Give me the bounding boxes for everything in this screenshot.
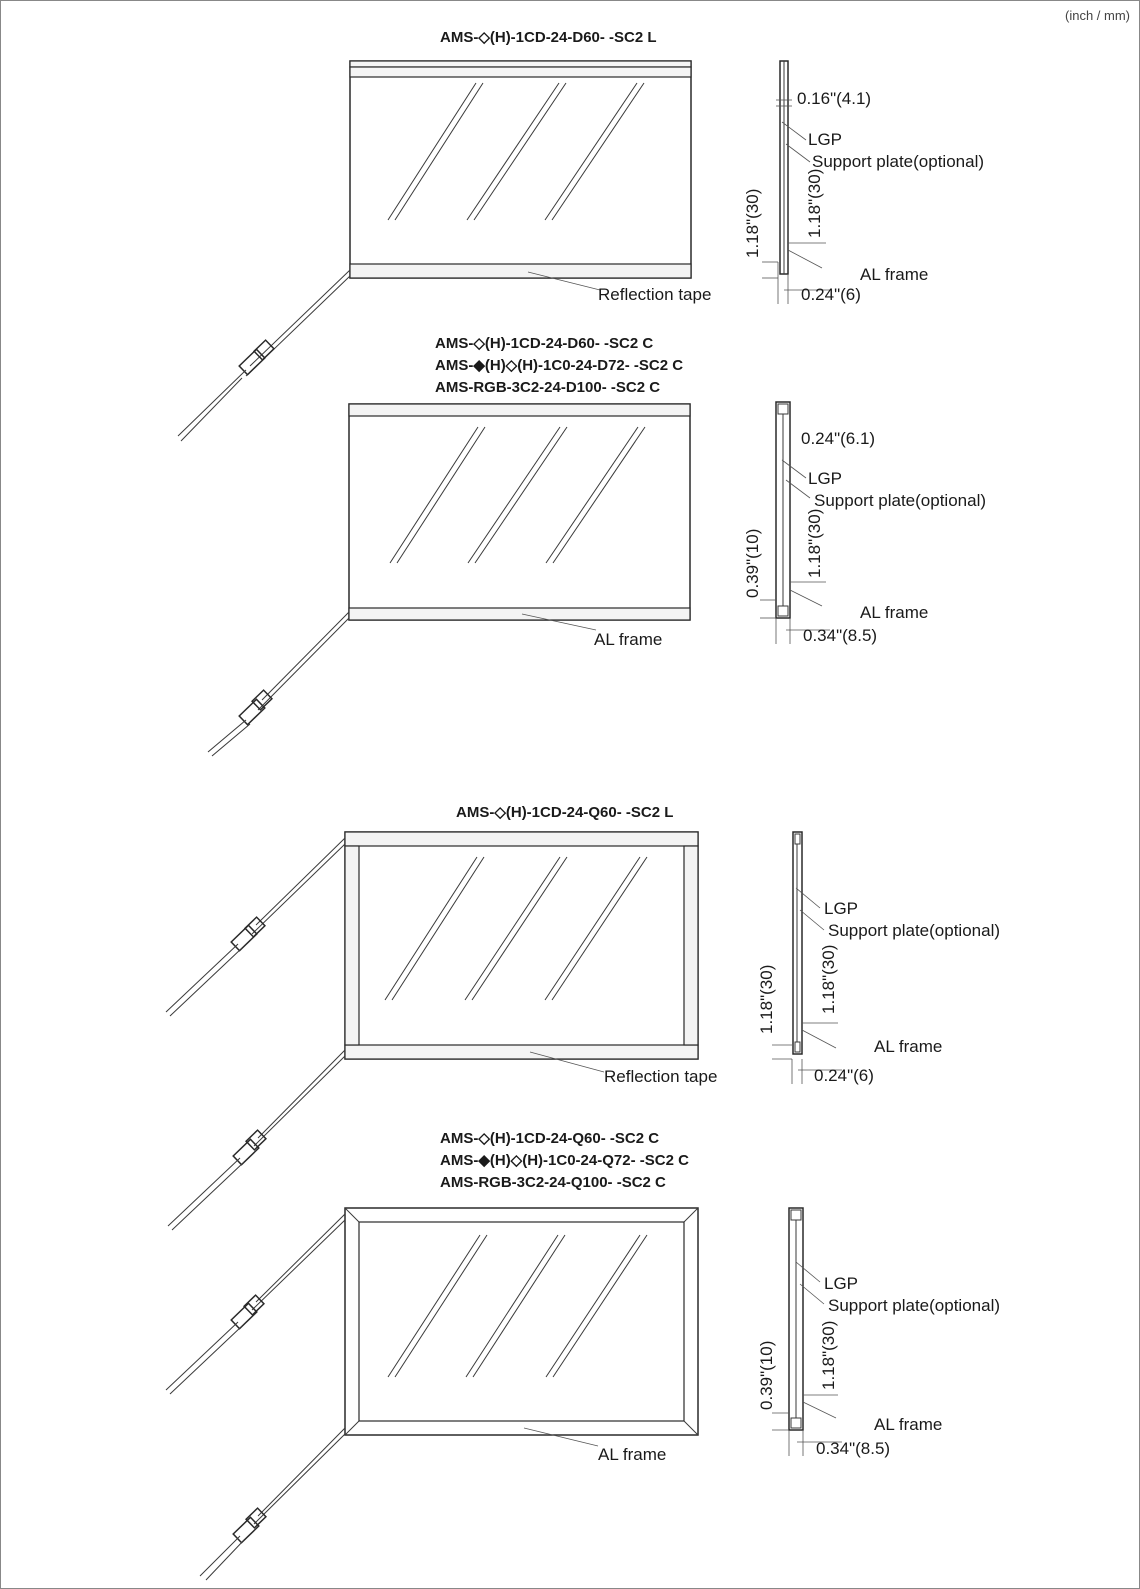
diagram-1-front-panel <box>350 61 691 278</box>
diagram-3-front-panel <box>345 832 698 1059</box>
diagram-2 <box>208 335 986 756</box>
diagram-2-cable <box>208 612 349 756</box>
diagram-2-outer-dim: 0.39"(10) <box>743 528 762 598</box>
diagram-4-title-2: AMS-◆(H)◇(H)-1C0-24-Q72- -SC2 C <box>440 1152 689 1169</box>
diagram-4-al-frame-label: AL frame <box>874 1415 943 1434</box>
diagram-2-top-dim: 0.24"(6.1) <box>801 429 876 448</box>
diagram-3-lgp-label: LGP <box>824 899 859 918</box>
diagram-4-cable-lower <box>200 1428 345 1580</box>
diagram-3-inner-dim: 1.18"(30) <box>819 944 838 1014</box>
diagram-4-outer-dim: 0.39"(10) <box>757 1340 776 1410</box>
diagram-2-support-label: Support plate(optional) <box>814 491 987 510</box>
diagram-2-inner-dim: 1.18"(30) <box>805 508 824 578</box>
diagram-2-bottom-dim: 0.34"(8.5) <box>803 626 878 645</box>
diagram-3-al-frame-label: AL frame <box>874 1037 943 1056</box>
diagram-2-bottom-label: AL frame <box>594 630 663 649</box>
diagram-4 <box>166 1130 1000 1580</box>
diagram-4-front-panel <box>345 1208 698 1435</box>
diagram-1-bottom-dim: 0.24"(6) <box>801 285 861 304</box>
diagram-1-outer-dim: 1.18"(30) <box>743 188 762 258</box>
diagram-1-title-1: AMS-◇(H)-1CD-24-D60- -SC2 L <box>440 29 657 46</box>
diagram-3-bottom-label: Reflection tape <box>604 1067 718 1086</box>
units-label: (inch / mm) <box>1065 8 1130 23</box>
diagram-1-bottom-label: Reflection tape <box>598 285 712 304</box>
diagram-2-al-frame-label: AL frame <box>860 603 929 622</box>
diagram-2-title-1: AMS-◇(H)-1CD-24-D60- -SC2 C <box>435 335 654 352</box>
diagram-4-bottom-dim: 0.34"(8.5) <box>816 1439 891 1458</box>
diagram-4-bottom-label: AL frame <box>598 1445 667 1464</box>
diagram-2-title-2: AMS-◆(H)◇(H)-1C0-24-D72- -SC2 C <box>435 357 684 374</box>
diagram-3-cable-lower <box>168 1050 345 1230</box>
diagram-2-title-3: AMS-RGB-3C2-24-D100- -SC2 C <box>435 379 661 396</box>
diagram-1-lgp-label: LGP <box>808 130 843 149</box>
diagram-4-lgp-label: LGP <box>824 1274 859 1293</box>
diagram-1-al-frame-label: AL frame <box>860 265 929 284</box>
diagram-3-support-label: Support plate(optional) <box>828 921 1001 940</box>
diagram-3-cable-upper <box>166 838 345 1016</box>
diagram-4-cable-upper <box>166 1214 345 1394</box>
diagram-3-title-1: AMS-◇(H)-1CD-24-Q60- -SC2 L <box>456 804 674 821</box>
diagram-1-top-dim: 0.16"(4.1) <box>797 89 872 108</box>
diagram-3-bottom-dim: 0.24"(6) <box>814 1066 874 1085</box>
diagram-4-inner-dim: 1.18"(30) <box>819 1320 838 1390</box>
diagram-2-front-panel <box>349 404 690 620</box>
diagram-4-title-3: AMS-RGB-3C2-24-Q100- -SC2 C <box>440 1174 666 1191</box>
diagram-3-outer-dim: 1.18"(30) <box>757 964 776 1034</box>
diagram-4-support-label: Support plate(optional) <box>828 1296 1001 1315</box>
diagram-4-title-1: AMS-◇(H)-1CD-24-Q60- -SC2 C <box>440 1130 660 1147</box>
diagram-1-support-label: Support plate(optional) <box>812 152 985 171</box>
diagram-1-cable <box>178 270 350 441</box>
diagram-2-lgp-label: LGP <box>808 469 843 488</box>
diagram-1-inner-dim: 1.18"(30) <box>805 168 824 238</box>
